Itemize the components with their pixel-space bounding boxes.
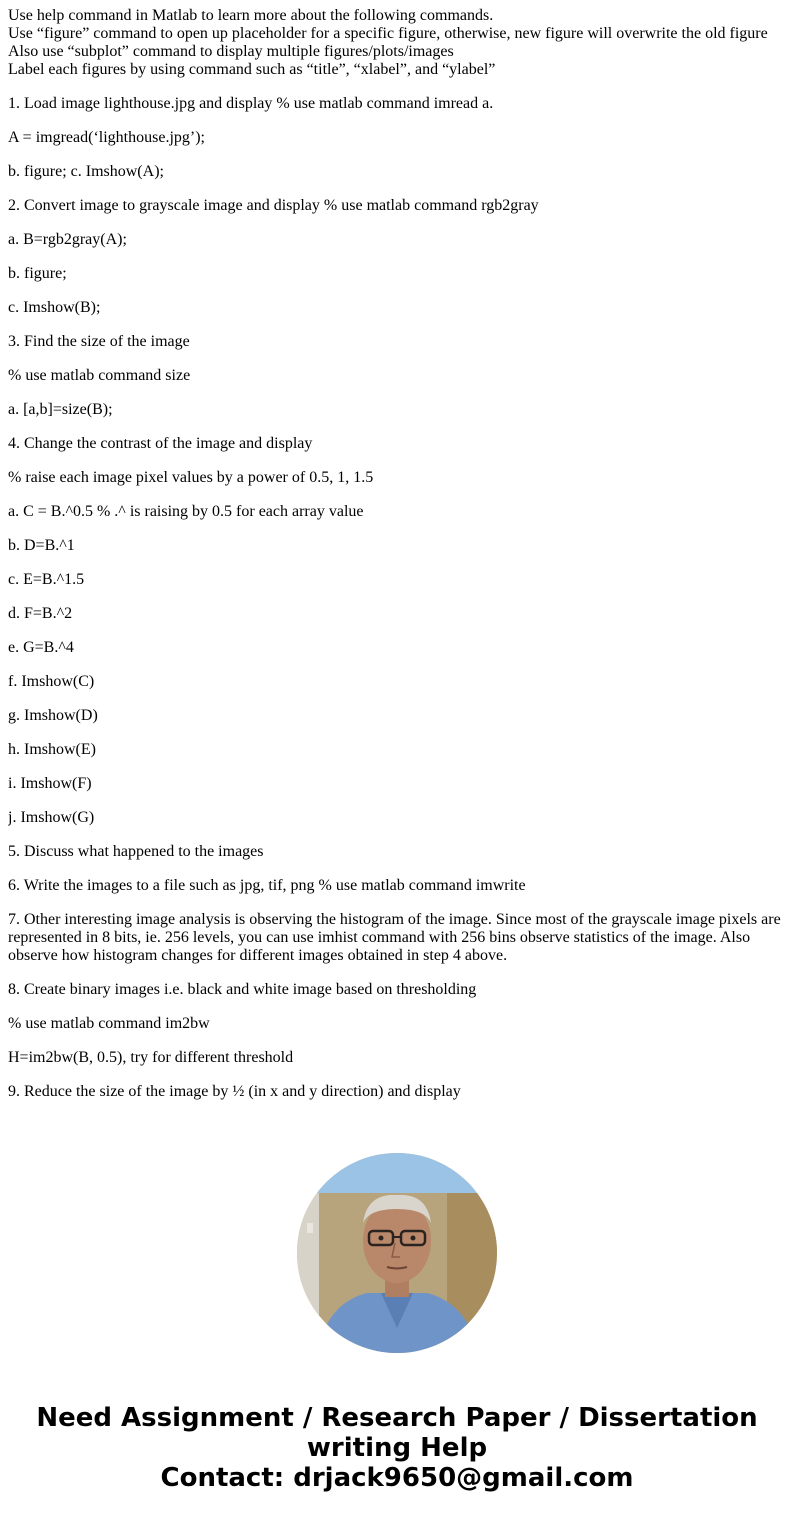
step-2-code-c: c. Imshow(B); [8, 299, 101, 316]
content-fade [0, 1100, 794, 1124]
intro-line-label: Label each figures by using command such as “title”, “xlabel”, and “ylabel” [8, 61, 496, 78]
document-body [8, 7, 786, 1122]
intro-block [8, 7, 786, 79]
promo-contact: Contact: drjack9650@gmail.com [160, 1463, 634, 1493]
step-8-binary: 8. Create binary images i.e. black and white image based on thresholding [8, 981, 477, 998]
intro-line-help: Use help command in Matlab to learn more about the following commands. [8, 7, 494, 24]
step-7-histogram: 7. Other interesting image analysis is observing the histogram of the image. Since most of the grayscale image pixels are represented in 8 bits, ie. 256 levels, you can use imhist command with 256 bins observe statistics of the image. Also observe how histogram changes for different images obtained in step 4 above. [8, 911, 781, 964]
step-9-reduce: 9. Reduce the size of the image by ½ (in x and y direction) and display [8, 1083, 461, 1100]
intro-line-figure: Use “figure” command to open up placeholder for a specific figure, otherwise, new figure will overwrite the old figure [8, 25, 768, 42]
step-4-contrast: 4. Change the contrast of the image and display [8, 435, 313, 452]
step-2-grayscale: 2. Convert image to grayscale image and display % use matlab command rgb2gray [8, 197, 539, 214]
author-portrait-image [297, 1153, 497, 1353]
step-6-write: 6. Write the images to a file such as jpg, tif, png % use matlab command imwrite [8, 877, 526, 894]
step-4-code-a: a. C = B.^0.5 % .^ is raising by 0.5 for each array value [8, 503, 364, 520]
step-8-code: H=im2bw(B, 0.5), try for different threshold [8, 1049, 294, 1066]
promo-line-2: writing Help [306, 1433, 488, 1463]
step-4-code-h: h. Imshow(E) [8, 741, 96, 758]
step-4-code-d: d. F=B.^2 [8, 605, 73, 622]
step-4-code-j: j. Imshow(G) [8, 809, 95, 826]
promo-banner [0, 1403, 794, 1493]
step-4-code-b: b. D=B.^1 [8, 537, 75, 554]
step-3-comment: % use matlab command size [8, 367, 191, 384]
step-3-code: a. [a,b]=size(B); [8, 401, 113, 418]
step-4-comment: % raise each image pixel values by a power of 0.5, 1, 1.5 [8, 469, 374, 486]
step-2-code-b: b. figure; [8, 265, 67, 282]
step-4-code-f: f. Imshow(C) [8, 673, 95, 690]
author-avatar [297, 1153, 497, 1353]
step-4-code-c: c. E=B.^1.5 [8, 571, 85, 588]
step-4-code-i: i. Imshow(F) [8, 775, 92, 792]
step-2-code-a: a. B=rgb2gray(A); [8, 231, 127, 248]
step-5-discuss: 5. Discuss what happened to the images [8, 843, 264, 860]
step-1-load-image: 1. Load image lighthouse.jpg and display % use matlab command imread a. [8, 95, 494, 112]
step-4-code-e: e. G=B.^4 [8, 639, 74, 656]
step-1-code-imshow: b. figure; c. Imshow(A); [8, 163, 164, 180]
step-1-code-imread: A = imgread(‘lighthouse.jpg’); [8, 129, 205, 146]
promo-line-1: Need Assignment / Research Paper / Dissertation [36, 1403, 758, 1433]
step-4-code-g: g. Imshow(D) [8, 707, 98, 724]
step-3-size: 3. Find the size of the image [8, 333, 190, 350]
step-8-comment: % use matlab command im2bw [8, 1015, 210, 1032]
intro-line-subplot: Also use “subplot” command to display multiple figures/plots/images [8, 43, 454, 60]
